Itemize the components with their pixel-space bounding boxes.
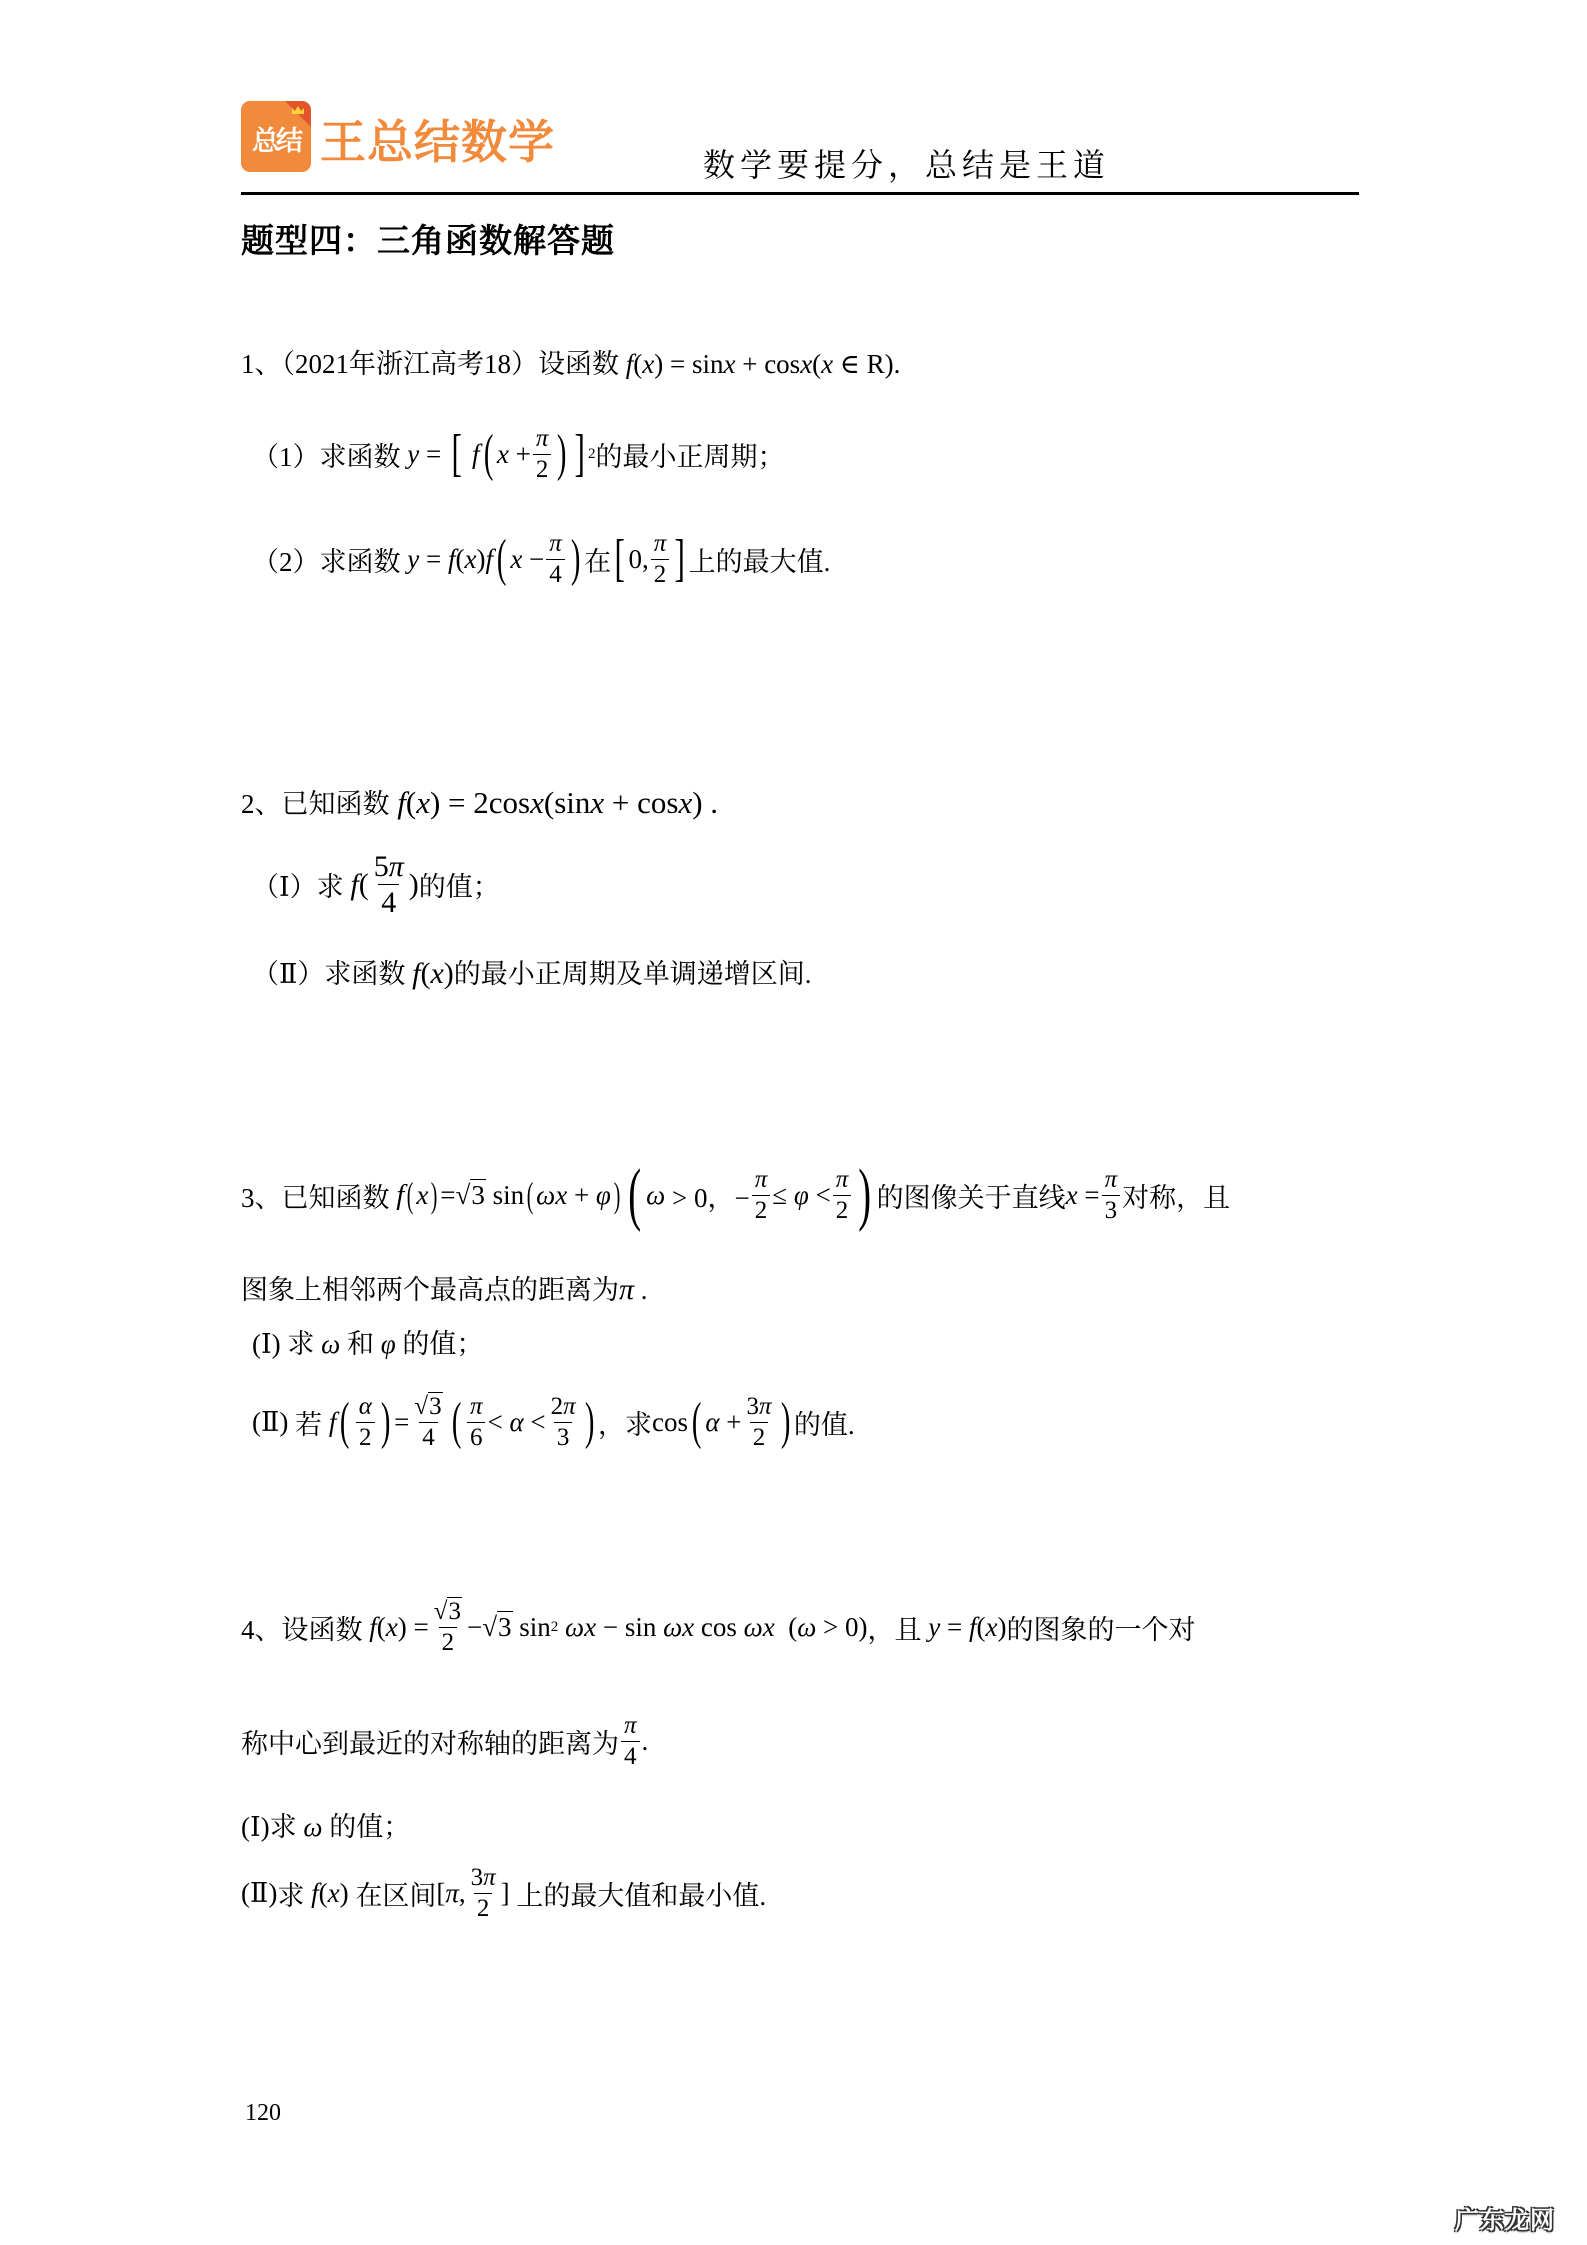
- part-label: (Ⅰ): [241, 1812, 270, 1842]
- problem-text: 已知函数: [281, 1182, 390, 1213]
- problem-number: 1、: [241, 349, 282, 379]
- problem-text: 的图象的一个对: [1006, 1614, 1196, 1645]
- part-text: 的值；: [418, 872, 500, 902]
- problem-number: 2、: [241, 789, 282, 819]
- problem-text: 的图像关于直线: [876, 1182, 1066, 1213]
- problem-text: 称中心到最近的对称轴的距离为: [241, 1728, 619, 1759]
- part-text: 在区间: [355, 1880, 437, 1911]
- part-label: （Ⅰ）: [252, 872, 317, 902]
- part-label: （2）: [252, 546, 320, 577]
- problem-2-part-2: （Ⅱ）求函数 f(x)的最小正周期及单调递增区间.: [252, 957, 812, 990]
- part-label: (Ⅱ): [252, 1406, 289, 1437]
- problem-2-part-1: （Ⅰ） 求 f ( $\frac{5\pi}{4}$ ) 的值；: [252, 850, 500, 919]
- part-text: 求函数: [319, 441, 401, 472]
- problem-text: 设函数: [538, 349, 619, 379]
- problem-1-part-2: （2） 求函数 y = f ( x ) f ( x − $\frac{\pi}{4}$ ) 在 [ 0, $\frac{\pi}{2}$ ] 上的最大值.: [252, 530, 831, 588]
- problem-1-stem: 1、（2021年浙江高考18）设函数 f(x) = sinx + cosx(x ∈ R).: [241, 349, 901, 379]
- part-text: 的最小正周期及单调递增区间.: [453, 959, 812, 989]
- problem-text: 图象上相邻两个最高点的距离为: [241, 1275, 619, 1305]
- logo-icon-text: 总结: [252, 126, 300, 157]
- problem-number: 4、: [241, 1614, 282, 1645]
- problem-3-stem-line-2: 图象上相邻两个最高点的距离为π .: [241, 1273, 648, 1306]
- part-text: 求函数: [319, 546, 401, 577]
- problem-4-part-1: (Ⅰ)求 ω 的值；: [241, 1812, 411, 1842]
- problem-text: 设函数: [281, 1614, 363, 1645]
- part-text: 的值.: [793, 1409, 855, 1440]
- problem-source: （2021年浙江高考18）: [281, 349, 538, 379]
- problem-4-stem-line-2: 称中心到最近的对称轴的距离为 $\frac{\pi}{4}$ .: [241, 1712, 649, 1770]
- part-text: 在: [584, 546, 612, 577]
- problem-2-stem: 2、已知函数 f(x) = 2cosx(sinx + cosx) .: [241, 785, 719, 820]
- part-text: 的最小正周期；: [595, 441, 785, 472]
- part-label: （Ⅱ）: [252, 959, 325, 989]
- problem-text: 已知函数: [281, 789, 390, 819]
- watermark: 广东龙网: [1455, 2206, 1555, 2234]
- part-text: 若: [295, 1409, 323, 1440]
- slogan: 数学要提分，总结是王道: [703, 146, 1111, 184]
- problem-text: 对称，且: [1122, 1182, 1231, 1213]
- part-text: 求: [316, 872, 344, 902]
- section-title: 题型四：三角函数解答题: [241, 221, 615, 260]
- problem-4-stem-line-1: 4、 设函数 f ( x ) = $\frac{√3}{2}$ − √3 sin 2 ωx − sin ωx cos ωx ( ω > 0) ，且 y = f ( x ) 的图象的一个对: [241, 1598, 1196, 1656]
- logo-text: 王总结数学: [320, 115, 555, 169]
- crown-icon: [291, 105, 305, 115]
- problem-text: ，且: [867, 1614, 922, 1645]
- problem-3-part-1: (Ⅰ) 求 ω 和 φ 的值；: [252, 1329, 484, 1359]
- page-number: 120: [245, 2100, 281, 2126]
- part-label: （1）: [252, 441, 320, 472]
- part-label: (Ⅱ): [241, 1877, 278, 1908]
- problem-3-stem-line-1: 3、 已知函数 f ( x ) = √3 sin ( ωx + φ ) ( ω > 0，− $\frac{\pi}{2}$ ≤ φ < $\frac{\pi}{2}$ ) 的图像关于直线 x = $\frac{\pi}{3}$ 对称，且: [241, 1156, 1231, 1233]
- problem-4-part-2: (Ⅱ) 求 f ( x ) 在区间 [ π , $\frac{3\pi}{2}$ ] 上的最大值和最小值.: [241, 1864, 767, 1922]
- problem-number: 3、: [241, 1182, 282, 1213]
- part-text: 求: [277, 1880, 305, 1911]
- part-text: ，求: [597, 1409, 652, 1440]
- problem-1-part-1: （1） 求函数 y = [ f ( x + $\frac{\pi}{2}$ ) ] 2 的最小正周期；: [252, 425, 785, 483]
- part-text: 上的最大值和最小值.: [516, 1880, 767, 1911]
- part-label: (Ⅰ): [252, 1329, 281, 1359]
- logo-icon: [241, 101, 311, 172]
- part-text: 上的最大值.: [688, 546, 831, 577]
- header-divider: [241, 192, 1359, 195]
- problem-3-part-2: (Ⅱ) 若 f ( $\frac{\alpha}{2}$ ) = $\frac{√3}{4}$ ( $\frac{\pi}{6}$ < α < $\frac{2\pi}{3}$ ) ，求 cos ( α + $\frac{3\pi}{2}$ ) 的值.: [252, 1393, 855, 1451]
- part-text: 求函数: [324, 959, 406, 989]
